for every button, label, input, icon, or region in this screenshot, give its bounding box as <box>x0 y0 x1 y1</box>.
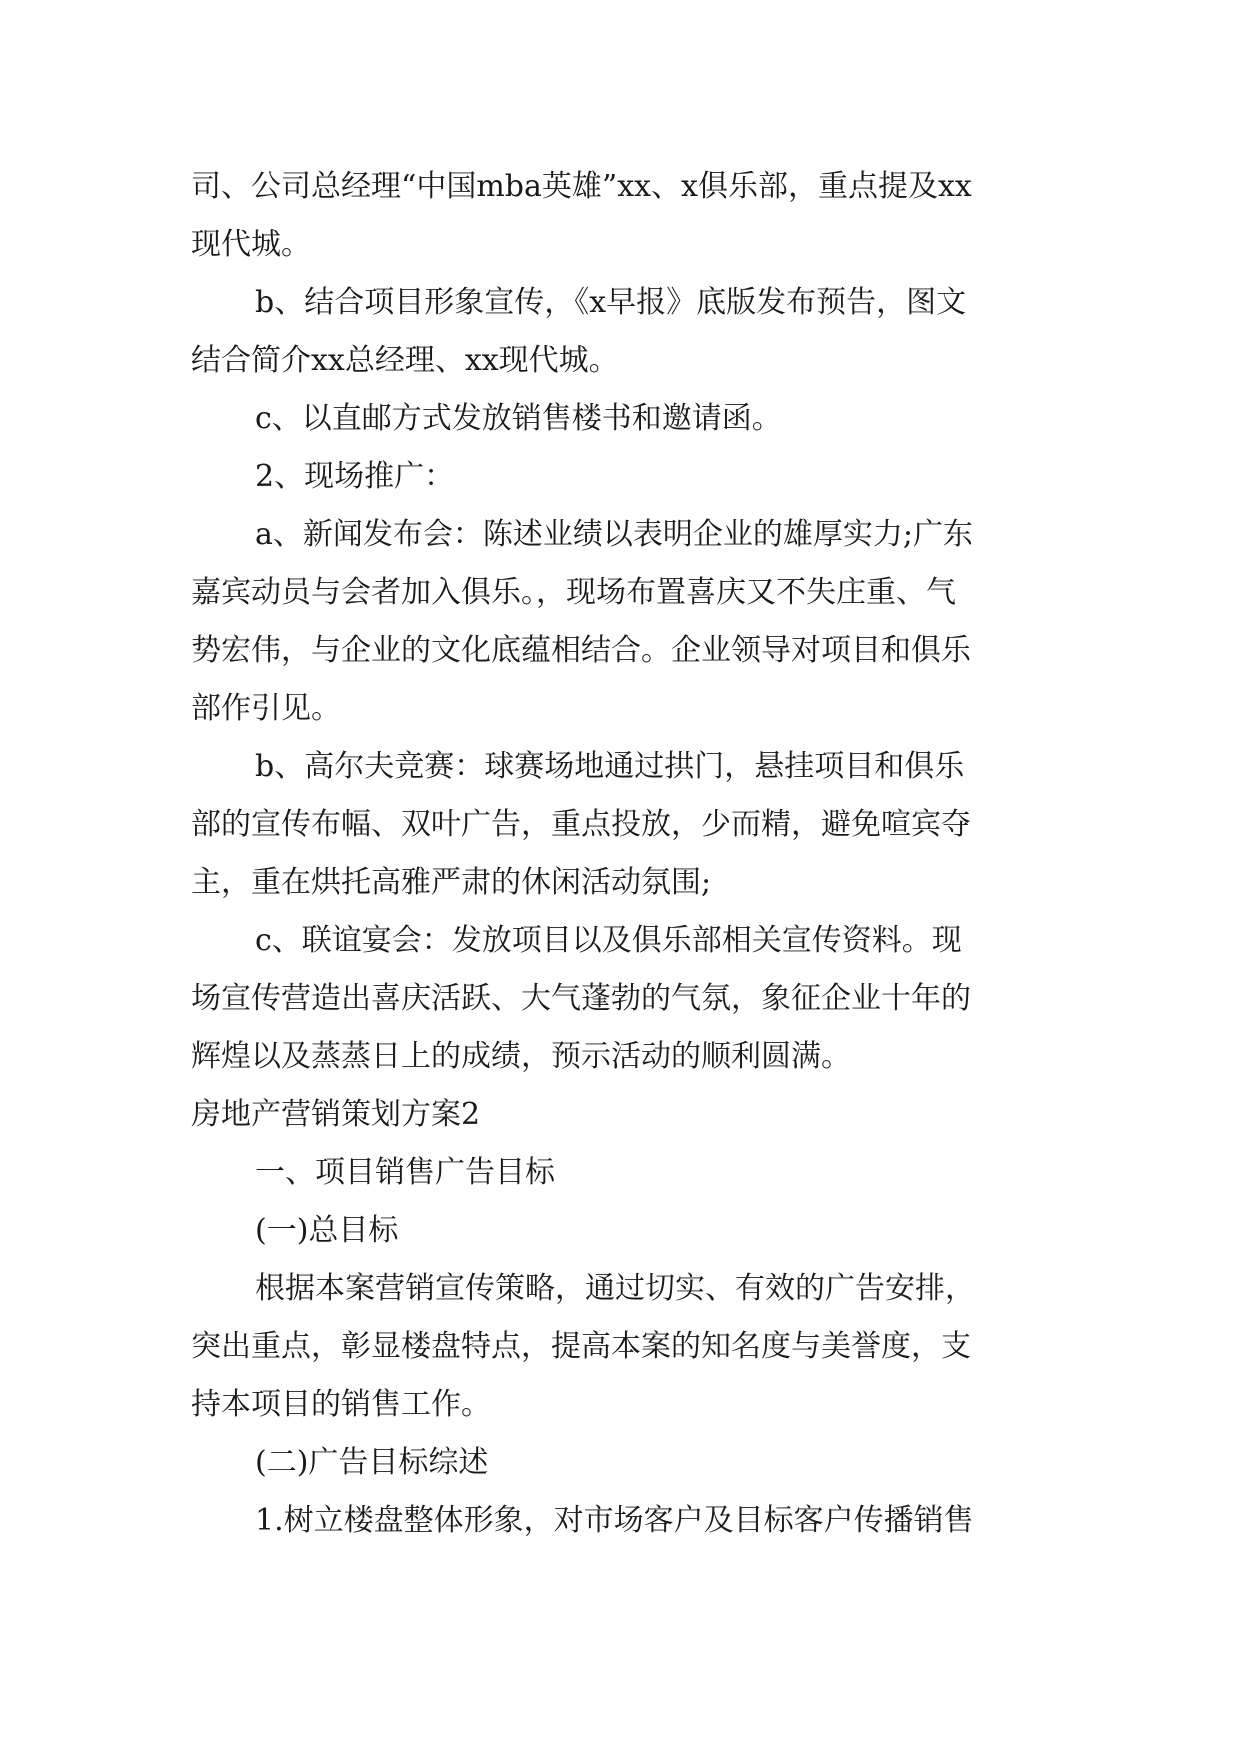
paragraph-line: 根据本案营销宣传策略，通过切实、有效的广告安排， <box>255 1271 975 1306</box>
paragraph-line: 辉煌以及蒸蒸日上的成绩，预示活动的顺利圆满。 <box>191 1039 851 1074</box>
paragraph-line: a、新闻发布会：陈述业绩以表明企业的雄厚实力;广东 <box>255 517 973 552</box>
section-heading: 2、现场推广： <box>255 459 455 494</box>
paragraph-line: 1.树立楼盘整体形象，对市场客户及目标客户传播销售 <box>255 1503 974 1538</box>
paragraph-line: 嘉宾动员与会者加入俱乐。，现场布置喜庆又不失庄重、气 <box>191 575 956 610</box>
paragraph-line: 现代城。 <box>191 227 311 262</box>
paragraph-line: 部作引见。 <box>191 691 341 726</box>
section-heading: 一、项目销售广告目标 <box>255 1155 555 1190</box>
document-title: 房地产营销策划方案2 <box>191 1097 481 1132</box>
subsection-heading: (二)广告目标综述 <box>255 1445 489 1480</box>
paragraph-line: c、以直邮方式发放销售楼书和邀请函。 <box>255 401 782 436</box>
paragraph-line: 持本项目的销售工作。 <box>191 1387 491 1422</box>
paragraph-line: 场宣传营造出喜庆活跃、大气蓬勃的气氛，象征企业十年的 <box>191 981 971 1016</box>
paragraph-line: 主，重在烘托高雅严肃的休闲活动氛围; <box>191 865 712 900</box>
paragraph-line: 部的宣传布幅、双叶广告，重点投放，少而精，避免喧宾夺 <box>191 807 971 842</box>
paragraph-line: b、结合项目形象宣传，《x早报》底版发布预告，图文 <box>255 285 967 320</box>
paragraph-line: 势宏伟，与企业的文化底蕴相结合。企业领导对项目和俱乐 <box>191 633 971 668</box>
paragraph-line: c、联谊宴会：发放项目以及俱乐部相关宣传资料。现 <box>255 923 962 958</box>
paragraph-line: b、高尔夫竞赛：球赛场地通过拱门，悬挂项目和俱乐 <box>255 749 965 784</box>
paragraph-line: 突出重点，彰显楼盘特点，提高本案的知名度与美誉度，支 <box>191 1329 971 1364</box>
subsection-heading: (一)总目标 <box>255 1213 399 1248</box>
paragraph-line: 结合简介xx总经理、xx现代城。 <box>191 343 619 378</box>
paragraph-line: 司、公司总经理“中国mba英雄”xx、x俱乐部，重点提及xx <box>191 169 972 204</box>
